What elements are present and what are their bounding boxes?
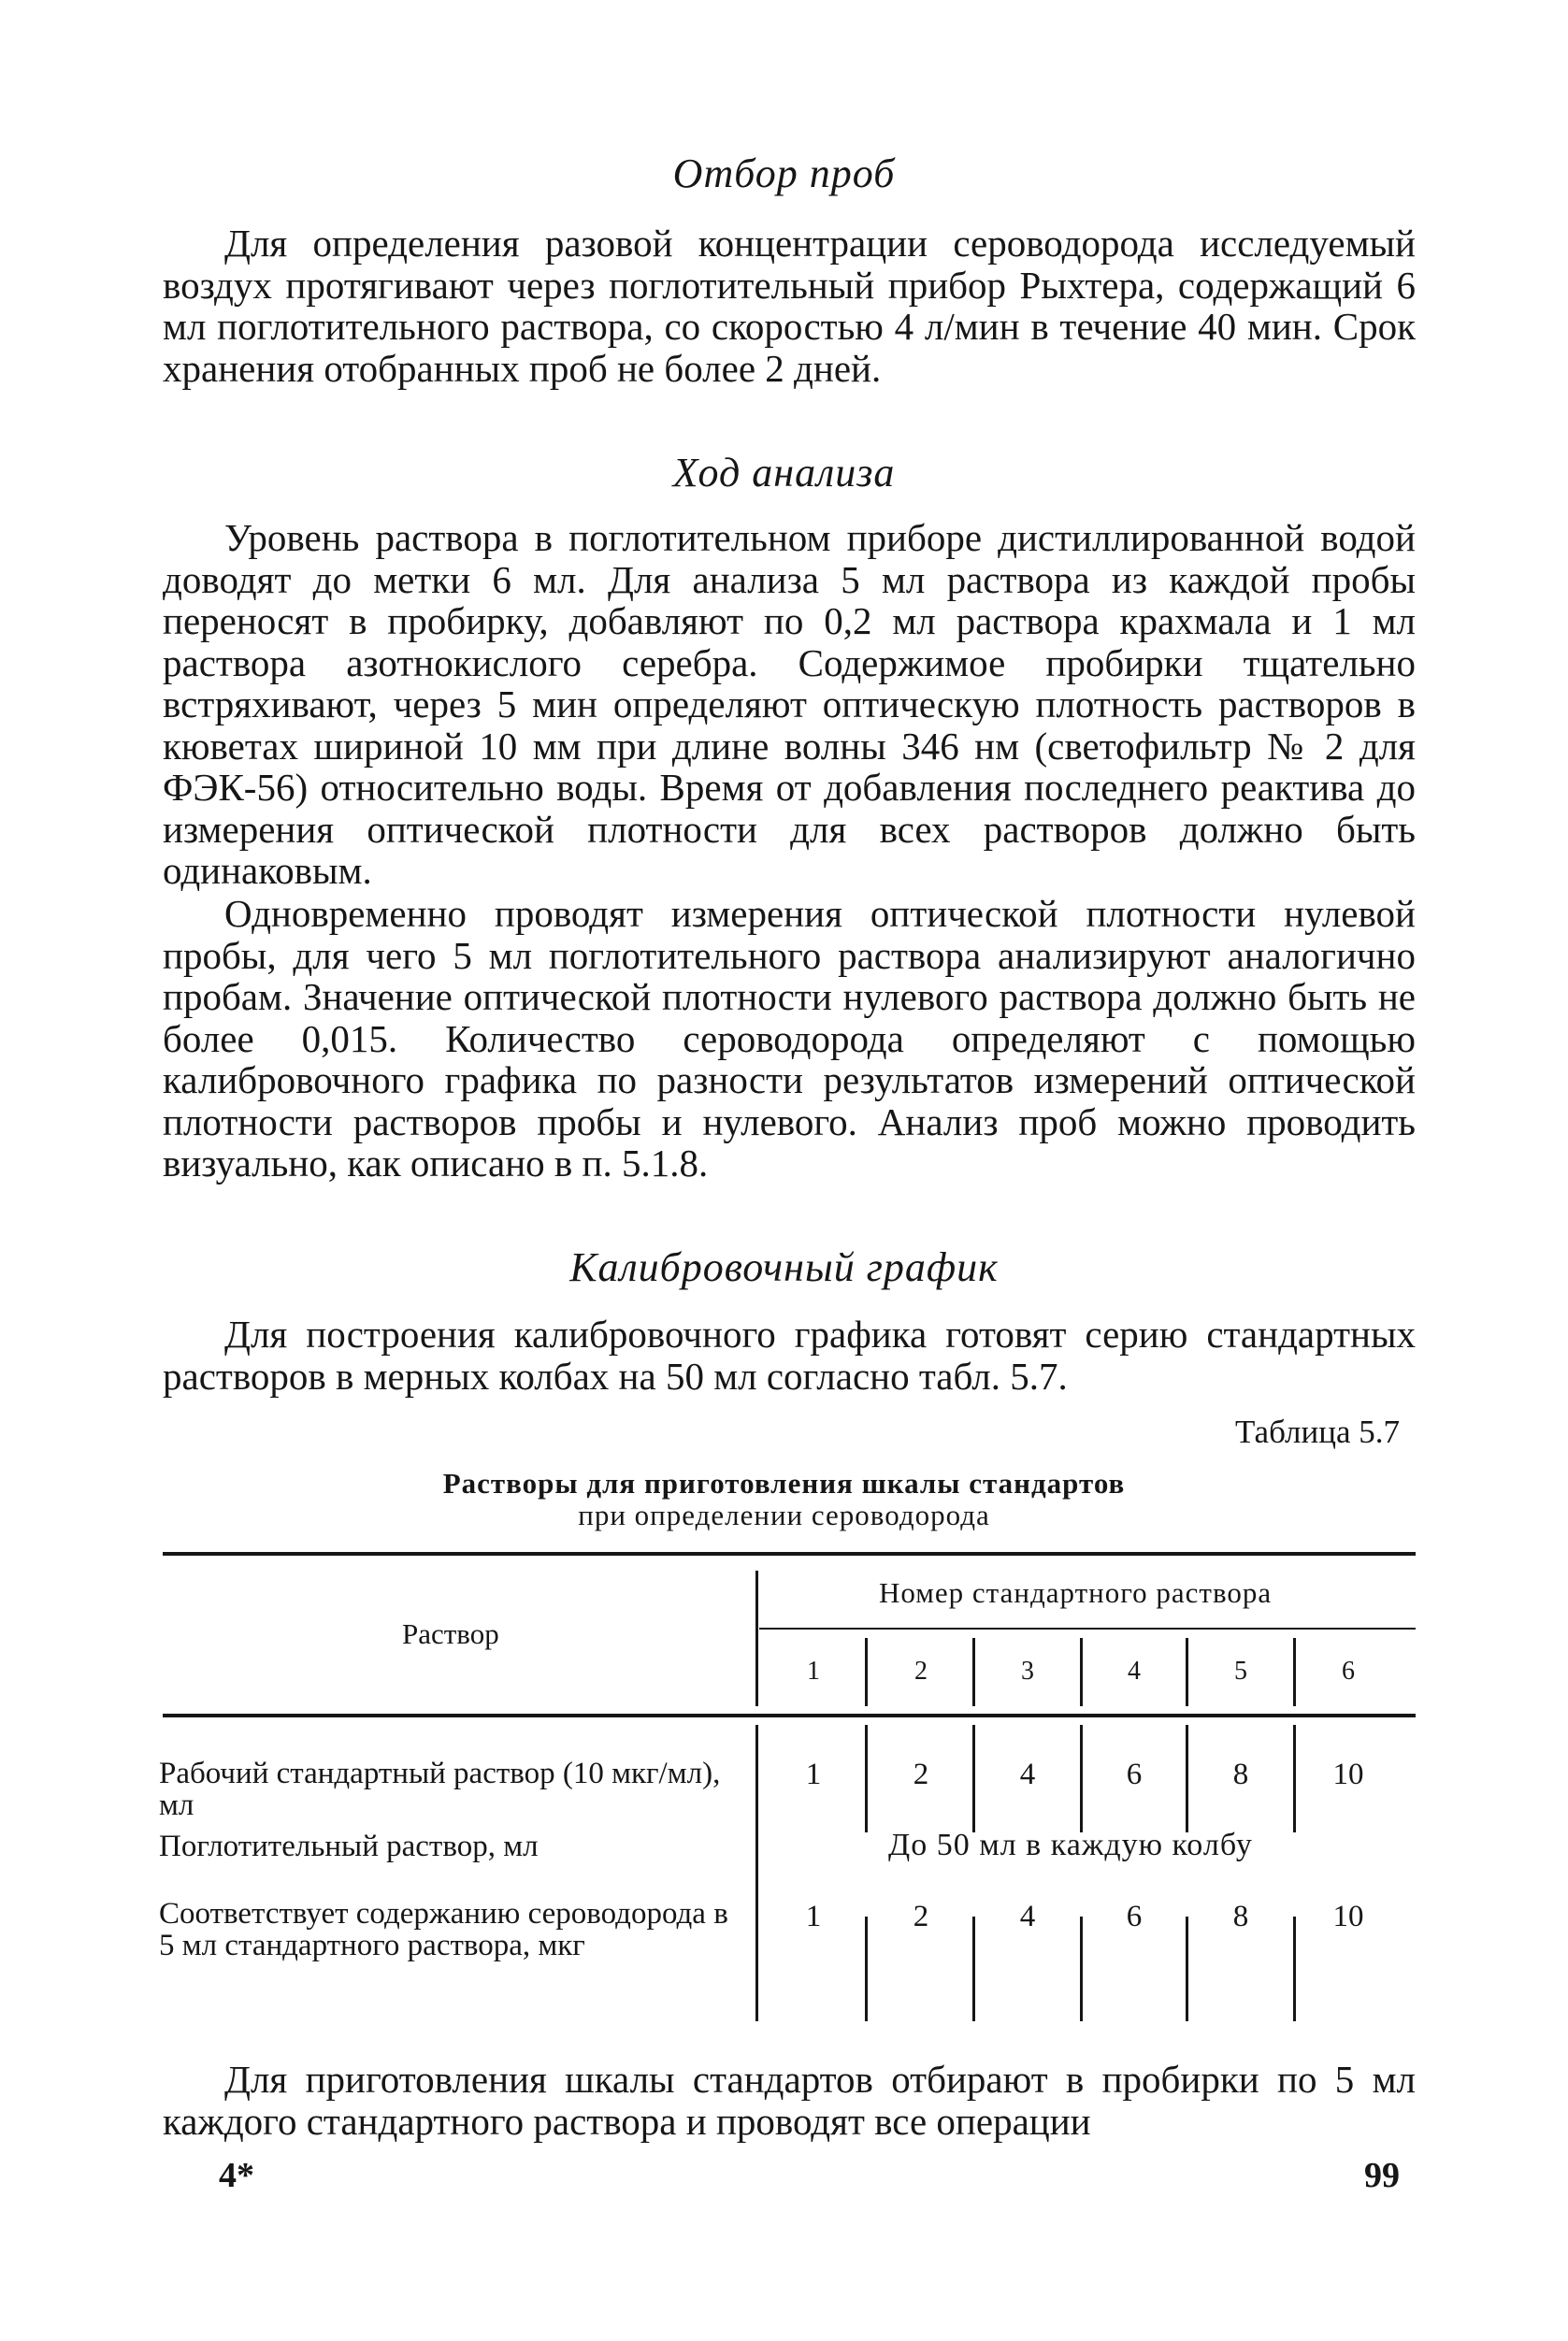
table-divider xyxy=(1186,1638,1188,1706)
table-top-rule xyxy=(163,1552,1416,1556)
table-divider xyxy=(1293,1725,1296,1832)
heading-calibration: Калибровочный график xyxy=(569,1244,999,1290)
table-cell: 10 xyxy=(1332,1758,1364,1791)
column-number-2: 2 xyxy=(914,1657,928,1686)
table-cell: 1 xyxy=(805,1758,822,1791)
paragraph-analysis-1: Уровень раствора в поглотительном приборе дистиллированной водой доводят до метки 6 мл. Для анализа 5 мл раствора из каждой пробы переносят в пробирку, добавляют по 0,2 мл раствора крахмала и 1 мл раствора азотнокислого серебра. Содержимое пробирки тщательно встряхивают, через 5 мин определяют оптическую плотность растворов в кюветах шириной 10 мм при длине волны 346 нм (светофильтр № 2 для ФЭК-56) относительно воды. Время от добавления последнего реактива до измерения оптической плотности для всех растворов должно быть одинаковым. xyxy=(163,516,1416,892)
paragraph-calibration: Для построения калибровочного графика готовят серию стандартных растворов в мерных колбах на 50 мл согласно табл. 5.7. xyxy=(163,1313,1416,1398)
table-cell: 2 xyxy=(913,1758,929,1791)
table-divider xyxy=(755,1725,758,1832)
table-divider xyxy=(755,1832,758,1900)
column-number-6: 6 xyxy=(1342,1657,1355,1686)
page-number: 99 xyxy=(1364,2156,1400,2195)
table-divider xyxy=(972,1917,975,2021)
group-header-standard-number: Номер стандартного раствора xyxy=(879,1576,1273,1609)
column-number-1: 1 xyxy=(807,1657,820,1686)
table-row-label: Поглотительный раствор, мл xyxy=(159,1830,539,1863)
table-cell: 6 xyxy=(1126,1758,1143,1791)
table-divider xyxy=(972,1725,975,1832)
table-row-label: Рабочий стандартный раствор (10 мкг/мл), мл xyxy=(159,1757,721,1822)
table-cell: 1 xyxy=(805,1900,822,1933)
table-divider xyxy=(1080,1638,1083,1706)
column-number-3: 3 xyxy=(1021,1657,1034,1686)
column-number-5: 5 xyxy=(1234,1657,1247,1686)
heading-analysis: Ход анализа xyxy=(672,450,896,495)
table-divider xyxy=(1186,1725,1188,1832)
table-divider xyxy=(755,1571,758,1706)
heading-sampling: Отбор проб xyxy=(672,151,896,196)
table-subheader-rule xyxy=(759,1628,1416,1630)
table-cell: 2 xyxy=(913,1900,929,1933)
table-divider xyxy=(865,1725,868,1832)
table-divider xyxy=(1293,1917,1296,2021)
table-caption-line1: Растворы для приготовления шкалы стандартов xyxy=(442,1467,1126,1500)
table-cell: 8 xyxy=(1232,1900,1249,1933)
table-cell: 10 xyxy=(1332,1900,1364,1933)
table-caption-line2: при определении сероводорода xyxy=(578,1499,990,1531)
signature-mark: 4* xyxy=(219,2156,254,2195)
table-cell: 6 xyxy=(1126,1900,1143,1933)
table-caption xyxy=(0,1468,1568,1531)
table-divider xyxy=(972,1638,975,1706)
table-divider xyxy=(865,1638,868,1706)
table-cell: 4 xyxy=(1019,1900,1036,1933)
table-divider xyxy=(1080,1725,1083,1832)
table-cell: 4 xyxy=(1019,1758,1036,1791)
column-header-solution: Раствор xyxy=(402,1617,499,1650)
table-header-rule xyxy=(163,1714,1416,1717)
paragraph-analysis-2: Одновременно проводят измерения оптической плотности нулевой пробы, для чего 5 мл поглотительного раствора анализируют аналогично пробам. Значение оптической плотности нулевого раствора должно быть не более 0,015. Количество сероводорода определяют с помощью калибровочного графика по разности результатов измерений оптической плотности растворов пробы и нулевого. Анализ проб можно проводить визуально, как описано в п. 5.1.8. xyxy=(163,892,1416,1185)
table-merged-cell: До 50 мл в каждую колбу xyxy=(888,1828,1253,1862)
table-divider xyxy=(1186,1917,1188,2021)
paragraph-sampling: Для определения разовой концентрации сероводорода исследуемый воздух протягивают через поглотительный прибор Рыхтера, содержащий 6 мл поглотительного раствора, со скоростью 4 л/мин в течение 40 мин. Срок хранения отобранных проб не более 2 дней. xyxy=(163,222,1416,390)
table-divider xyxy=(755,1900,758,2021)
table-label: Таблица 5.7 xyxy=(1235,1414,1400,1450)
table-cell: 8 xyxy=(1232,1758,1249,1791)
paragraph-closing: Для приготовления шкалы стандартов отбирают в пробирки по 5 мл каждого стандартного раствора и проводят все операции xyxy=(163,2058,1416,2143)
table-row-label: Соответствует содержанию сероводорода в 5 мл стандартного раствора, мкг xyxy=(159,1897,728,1962)
column-number-4: 4 xyxy=(1128,1657,1141,1686)
table-divider xyxy=(865,1917,868,2021)
table-divider xyxy=(1080,1917,1083,2021)
table-divider xyxy=(1293,1638,1296,1706)
